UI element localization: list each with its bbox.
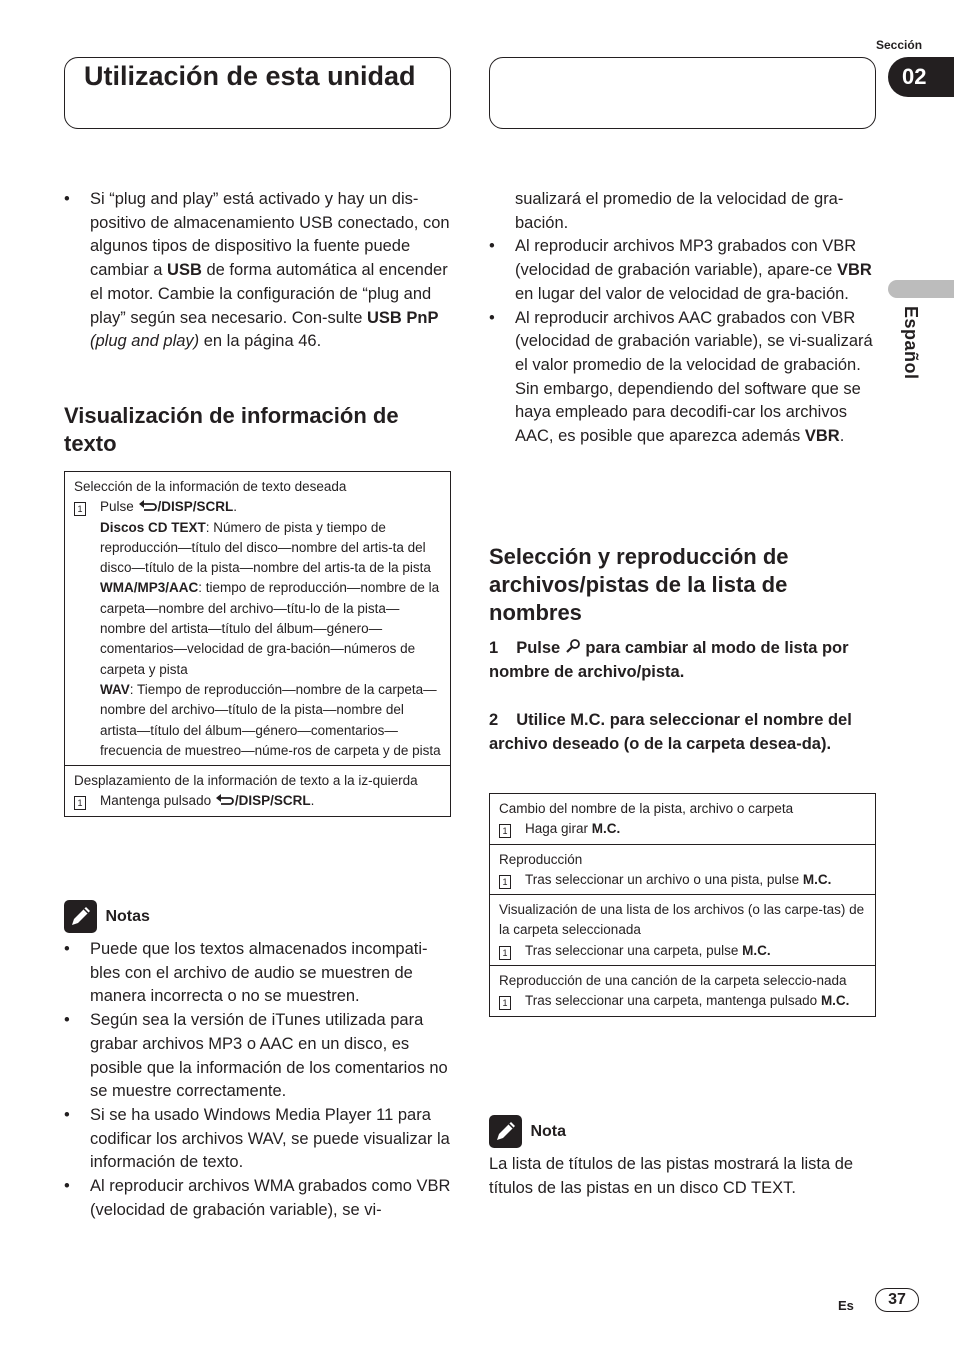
step-number-box: 1 (499, 996, 511, 1010)
section-heading-text-display: Visualización de información de texto (64, 403, 399, 456)
section-label: Sección (876, 38, 923, 52)
pencil-note-icon (489, 1115, 522, 1148)
step-number-box: 1 (74, 796, 86, 810)
right-bullets: sualizará el promedio de la velocidad de gra-bación. • Al reproducir archivos MP3 grabados con VBR (velocidad de grabación variable), apare-ce VBR en lugar del valor de velocidad de gra-bación. • Al reproducir archivos AAC grabados con VBR (velocidad de grabación variable), se vi-sualizará el valor promedio de la velocidad de grabación. Sin embargo, dependiendo del software que se haya empleado para decodifi-car los archivos AAC, es posible que aparezca además VBR. (489, 188, 875, 449)
list-item: • Al reproducir archivos AAC grabados con VBR (velocidad de grabación variable), se vi-sualizará el valor promedio de la velocidad de grabación. Sin embargo, dependiendo del software que se haya empleado para decodifi-car los archivos AAC, es posible que aparezca además VBR. (489, 307, 875, 449)
step-number-box: 1 (499, 946, 511, 960)
search-icon (565, 638, 581, 654)
table-row: Reproducción 1 Tras seleccionar un archivo o una pista, pulse M.C. (490, 844, 875, 895)
page-title: Utilización de esta unidad (84, 61, 416, 91)
list-item: • Al reproducir archivos MP3 grabados con VBR (velocidad de grabación variable), apare-ce VBR en lugar del valor de velocidad de gra-bación. (489, 235, 875, 306)
text-display-table (64, 471, 451, 817)
table-row: Selección de la información de texto deseada 1 Pulse /DISP/SCRL. Discos CD TEXT: Número de pista y tiempo de reproducción—título del disco—nombre del artis-ta del disco—título de la pista—nombre del artis-ta de la pista WMA/MP3/AAC: tiempo de reproducción—nombre de la carpeta—nombre del archivo—títu-lo de la pista—nombre del artista—título del álbum—género—comentarios—velocidad de gra-bación—números de carpeta y pista WAV: Tiempo de reproducción—nombre de la carpeta—nombre del archivo—título de la pista—nombre del artista—título del álbum—género—comentarios—frecuencia de muestreo—núme-ros de carpeta y de pista (74, 479, 441, 758)
table-row: Reproducción de una canción de la carpeta seleccio-nada 1 Tras seleccionar una carpeta, mantenga pulsado M.C. (490, 965, 875, 1016)
list-item: • Puede que los textos almacenados incompati-bles con el archivo de audio se muestren de manera incorrecta o no se muestren. (64, 938, 452, 1009)
back-arrow-icon (138, 499, 158, 511)
note-text: La lista de títulos de las pistas mostrará la lista de títulos de las pistas en un disco CD TEXT. (489, 1155, 854, 1197)
file-list-table (489, 793, 876, 1017)
list-item: • Si “plug and play” está activado y hay un dis-positivo de almacenamiento USB conectado, con algunos tipos de dispositivo la fuente puede cambiar a USB de forma automática al encender el motor. Cambie la configuración de “plug and play” según sea necesario. Con-sulte USB PnP (plug and play) en la página 46. (64, 188, 450, 354)
intro-bullet-block (64, 188, 450, 354)
list-item: • Si se ha usado Windows Media Player 11 para codificar los archivos WAV, se puede visualizar la información de texto. (64, 1104, 452, 1175)
step-2: 2 Utilice M.C. para seleccionar el nombre del archivo deseado (o de la carpeta desea-da). (489, 711, 852, 753)
step-1: 1 Pulse para cambiar al modo de lista por nombre de archivo/pista. (489, 639, 849, 681)
step-number-box: 1 (499, 824, 511, 838)
pencil-note-icon (64, 900, 97, 933)
header-frame-right (489, 57, 876, 129)
table-row: Desplazamiento de la información de texto a la iz-quierda 1 Mantenga pulsado /DISP/SCRL. (65, 765, 450, 816)
back-arrow-icon (215, 793, 235, 805)
list-item: • Al reproducir archivos WMA grabados como VBR (velocidad de grabación variable), se vi- (64, 1175, 452, 1222)
table-row: Cambio del nombre de la pista, archivo o carpeta 1 Haga girar M.C. (499, 801, 794, 837)
notes-header: Notas (64, 900, 150, 933)
note-header: Nota (489, 1115, 566, 1148)
language-tab-marker (888, 280, 954, 298)
language-tab-label: Español (901, 306, 921, 380)
section-heading-file-list: Selección y reproducción de archivos/pistas de la lista de nombres (489, 544, 789, 625)
table-row: Visualización de una lista de los archivos (o las carpe-tas) de la carpeta seleccionada 1 Tras seleccionar una carpeta, pulse M.C. (490, 894, 875, 965)
step-number-box: 1 (499, 875, 511, 889)
list-item: • Según sea la versión de iTunes utilizada para grabar archivos MP3 o AAC en un disco, es posible que la información de los comentarios no se muestre correctamente. (64, 1009, 452, 1104)
notes-list (64, 938, 452, 1222)
step-number-box: 1 (74, 502, 86, 516)
page-number: 37 (875, 1288, 919, 1312)
section-number-badge: 02 (888, 57, 954, 97)
language-code: Es (838, 1298, 854, 1313)
